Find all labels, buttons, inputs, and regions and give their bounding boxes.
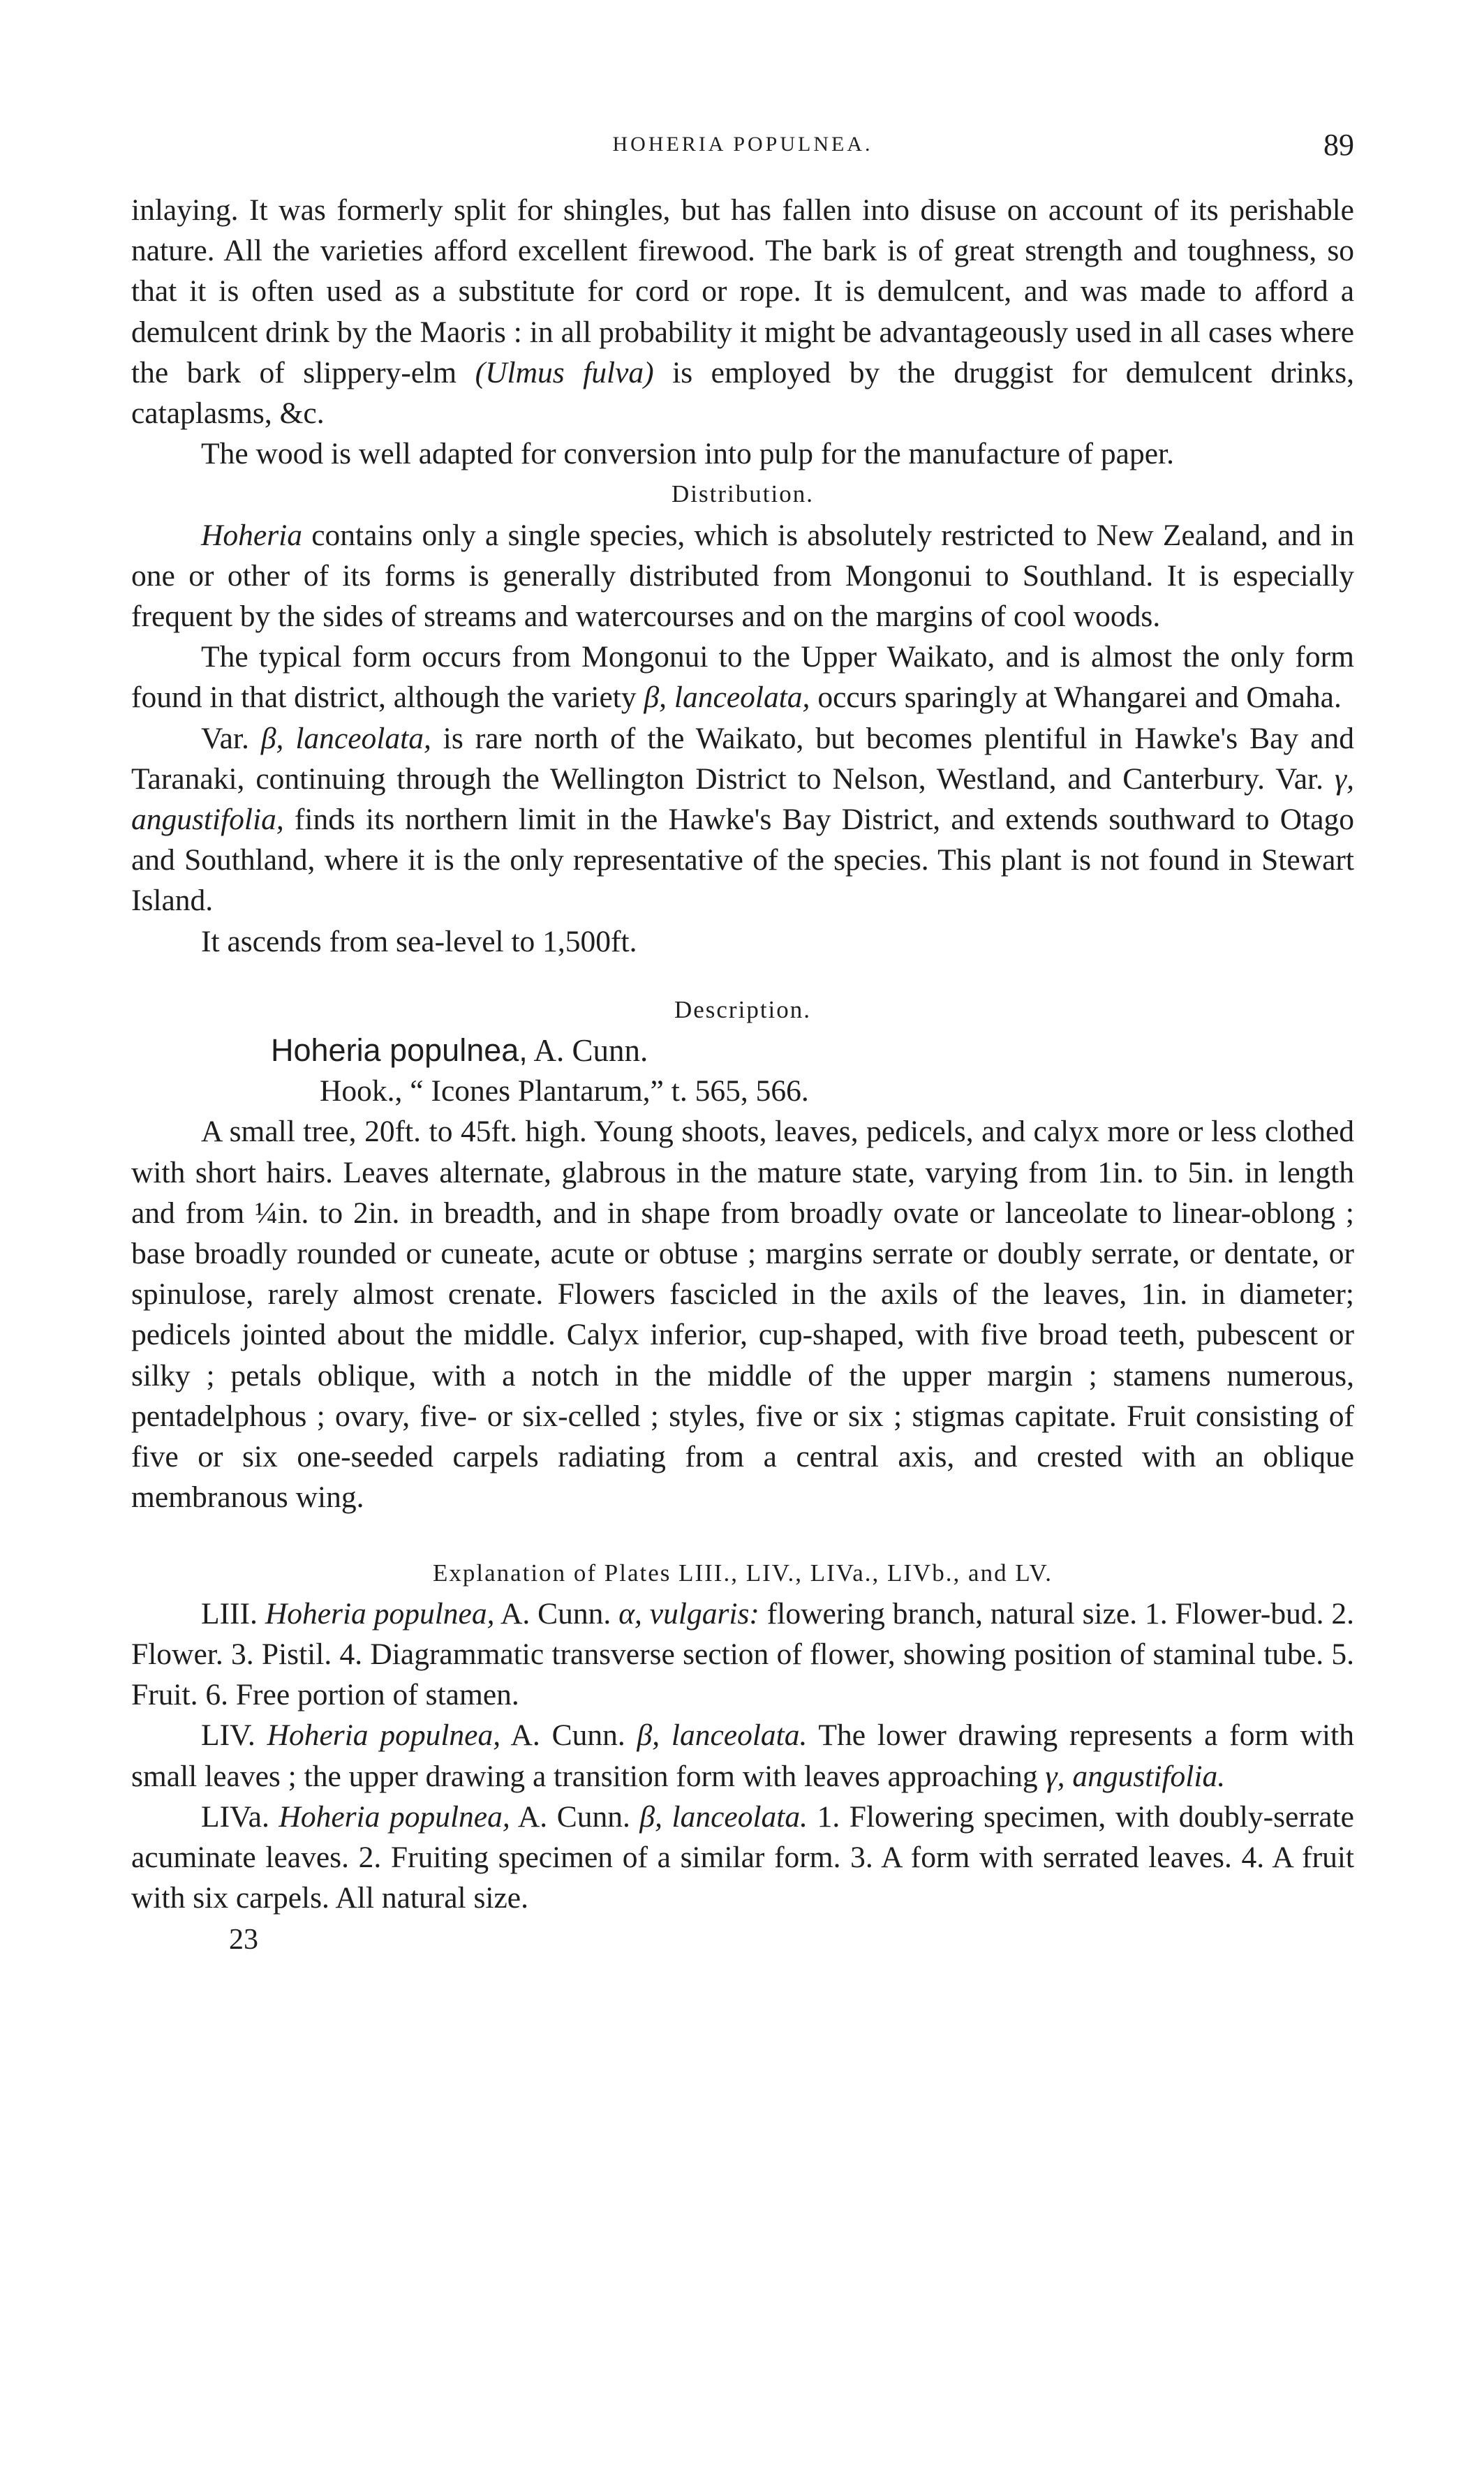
wood-paragraph: The wood is well adapted for conversion into pulp for the manufacture of paper. (201, 437, 1174, 471)
page-number: 89 (1323, 128, 1354, 162)
distribution-paragraph-3: Var. β, lanceolata, is rare north of the Waikato, but becomes plentiful in Hawke's Bay and Taranaki, continuing through the Wellington District to Nelson, Westland, and Canterbury. Var. γ, angustifolia, finds its northern limit in the Hawke's Bay District, and extends southward to Otago and Southland, where it is the only representative of the species. This plant is not found in Stewart Island. (131, 721, 1354, 918)
distribution-paragraph-4: It ascends from sea-level to 1,500ft. (201, 924, 637, 958)
species-reference: Hook., “ Icones Plantarum,” t. 565, 566. (320, 1074, 809, 1108)
signature-mark: 23 (229, 1924, 258, 1956)
intro-paragraph: inlaying. It was formerly split for shingles, but has fallen into disuse on account of its perishable nature. All the varieties afford excellent firewood. The bark is of great strength and toughness, so that it is often used as a substitute for cord or rope. It is demulcent, and was made to afford a demulcent drink by the Maoris : in all probability it might be advantageously used in all cases where the bark of slippery-elm (Ulmus fulva) is employed by the druggist for demulcent drinks, cataplasms, &c. (131, 193, 1355, 431)
plate-liv-paragraph: LIV. Hoheria populnea, A. Cunn. β, lanceolata. The lower drawing represents a form with small leaves ; the upper drawing a transition form with leaves approaching γ, angustifolia. (131, 1718, 1354, 1793)
description-paragraph: A small tree, 20ft. to 45ft. high. Young shoots, leaves, pedicels, and calyx more or less clothed with short hairs. Leaves alternate, glabrous in the mature state, varying from 1in. to 5in. in length and from ¼in. to 2in. in breadth, and in shape from broadly ovate or lanceolate to linear-oblong ; base broadly rounded or cuneate, acute or obtuse ; margins serrate or doubly serrate, or dentate, or spinulose, rarely almost crenate. Flowers fascicled in the axils of the leaves, 1in. in diameter; pedicels jointed about the middle. Calyx inferior, cup-shaped, with five broad teeth, pubescent or silky ; petals oblique, with a notch in the middle of the upper margin ; stamens numerous, pentadelphous ; ovary, five- or six-celled ; styles, five or six ; stigmas capitate. Fruit consisting of five or six one-seeded carpels radiating from a central axis, and crested with an oblique membranous wing. (131, 1115, 1354, 1515)
page-body (131, 190, 1354, 1961)
plates-heading: Explanation of Plates LIII., LIV., LIVa., LIVb., and LV. (432, 1559, 1053, 1587)
plate-liva-paragraph: LIVa. Hoheria populnea, A. Cunn. β, lanceolata. 1. Flowering specimen, with doubly-serrate acuminate leaves. 2. Fruiting specimen of a similar form. 3. A form with serrated leaves. 4. A fruit with six carpels. All natural size. (131, 1799, 1354, 1915)
species-heading: Hoheria populnea, A. Cunn. (271, 1032, 648, 1069)
plate-liii-paragraph: LIII. Hoheria populnea, A. Cunn. α, vulgaris: flowering branch, natural size. 1. Flower-bud. 2. Flower. 3. Pistil. 4. Diagrammatic transverse section of flower, showing position of staminal tube. 5. Fruit. 6. Free portion of stamen. (131, 1596, 1355, 1712)
running-title: HOHERIA POPULNEA. (612, 133, 873, 156)
distribution-heading: Distribution. (671, 480, 814, 508)
distribution-paragraph-1: Hoheria contains only a single species, which is absolutely restricted to New Zealand, and in one or other of its forms is generally distributed from Mongonui to Southland. It is especially frequent by the sides of streams and watercourses and on the margins of cool woods. (131, 518, 1354, 634)
description-heading: Description. (674, 995, 812, 1023)
page-header (131, 127, 1354, 169)
distribution-paragraph-2: The typical form occurs from Mongonui to the Upper Waikato, and is almost the only form found in that district, although the variety β, lanceolata, occurs sparingly at Whangarei and Omaha. (131, 640, 1354, 715)
